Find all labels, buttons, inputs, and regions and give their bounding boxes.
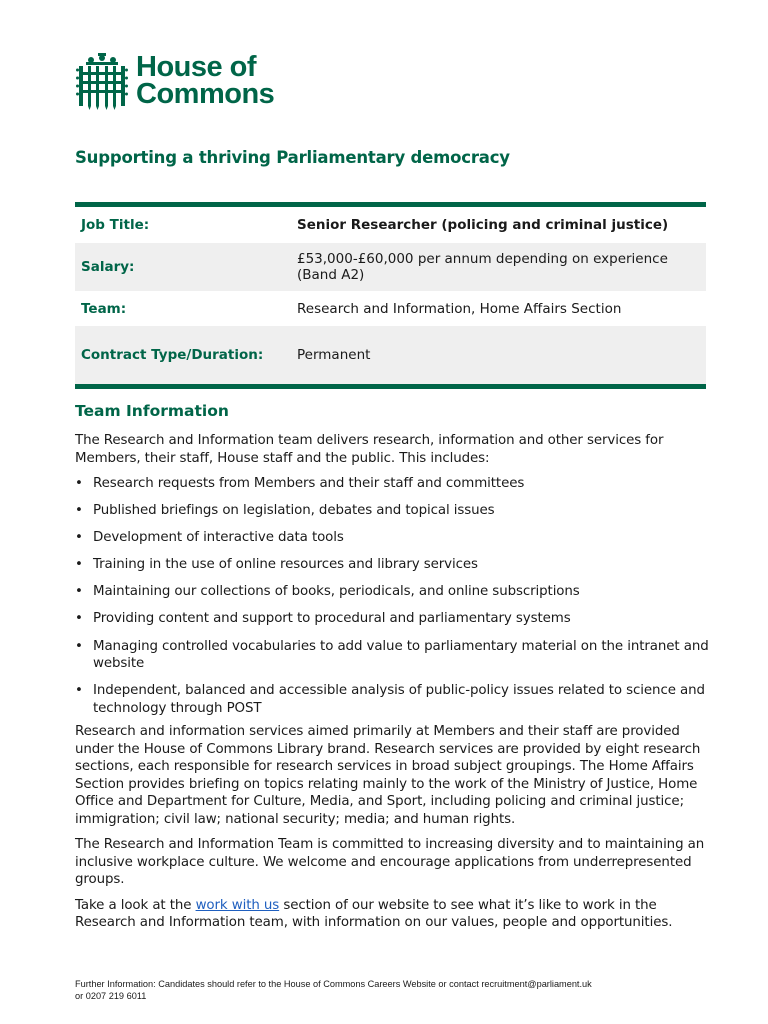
salary-row: [75, 243, 706, 291]
footer-line-2: or 0207 219 6011: [75, 991, 147, 1001]
logo-line-1: House of: [136, 51, 257, 83]
list-item: • Providing content and support to procedural and parliamentary systems: [75, 610, 720, 628]
team-information-body: [75, 432, 720, 932]
portcullis-icon: [76, 52, 128, 110]
list-item: • Maintaining our collections of books, periodicals, and online subscriptions: [75, 583, 720, 601]
contract-value: Permanent: [297, 347, 371, 363]
website-paragraph: [75, 897, 720, 932]
team-label: Team:: [81, 300, 127, 317]
house-of-commons-logo: [76, 52, 274, 110]
list-item: • Research requests from Members and their staff and committees: [75, 475, 720, 493]
team-row: [75, 291, 706, 326]
diversity-paragraph: The Research and Information Team is committed to increasing diversity and to maintaining an inclusive workplace culture. We welcome and encourage applications from underrepresented groups.: [75, 837, 705, 888]
website-text-after: section of our website to see what it’s like to work in the Research and Information team, with information on our values, people and opportunities.: [75, 897, 673, 931]
logo-line-2: Commons: [136, 78, 275, 110]
team-information-heading: Team Information: [75, 402, 229, 420]
job-details-table: [75, 202, 706, 389]
list-item: • Independent, balanced and accessible analysis of public-policy issues related to science and technology through POST: [75, 682, 720, 717]
tagline: Supporting a thriving Parliamentary democracy: [75, 148, 510, 167]
intro-paragraph: The Research and Information team delivers research, information and other services for Members, their staff, House staff and the public. This includes:: [75, 433, 664, 466]
work-with-us-link[interactable]: work with us: [195, 897, 280, 913]
team-value: Research and Information, Home Affairs Section: [297, 300, 622, 317]
library-paragraph: Research and information services aimed primarily at Members and their staff are provided under the House of Commons Library brand. Research services are provided by eight research sections, each responsible for research services in broad subject groupings. The Home Affairs Section provides briefing on topics relating mainly to the work of the Ministry of Justice, Home Office and Department for Culture, Media, and Sport, including policing and criminal justice; immigration; civil law; national security; media; and human rights.: [75, 724, 701, 827]
salary-label: Salary:: [81, 259, 135, 275]
job-title-row: [75, 207, 706, 243]
website-text-before: Take a look at the: [75, 897, 196, 913]
salary-value: £53,000-£60,000 per annum depending on experience (Band A2): [297, 251, 668, 283]
job-title-value: Senior Researcher (policing and criminal justice): [297, 217, 669, 233]
logo-wordmark: [136, 51, 275, 110]
job-title-label: Job Title:: [81, 217, 150, 233]
list-item: • Training in the use of online resources and library services: [75, 556, 720, 574]
footer: [75, 978, 592, 1002]
list-item: • Managing controlled vocabularies to add value to parliamentary material on the intranet and website: [75, 638, 720, 673]
footer-line-1: Further Information: Candidates should refer to the House of Commons Careers Website or contact recruitment@parliament.uk: [75, 979, 592, 989]
contract-row: [75, 326, 706, 384]
list-item: • Published briefings on legislation, debates and topical issues: [75, 502, 720, 520]
services-list: [75, 475, 720, 717]
contract-label: Contract Type/Duration:: [81, 347, 264, 363]
list-item: • Development of interactive data tools: [75, 529, 720, 547]
